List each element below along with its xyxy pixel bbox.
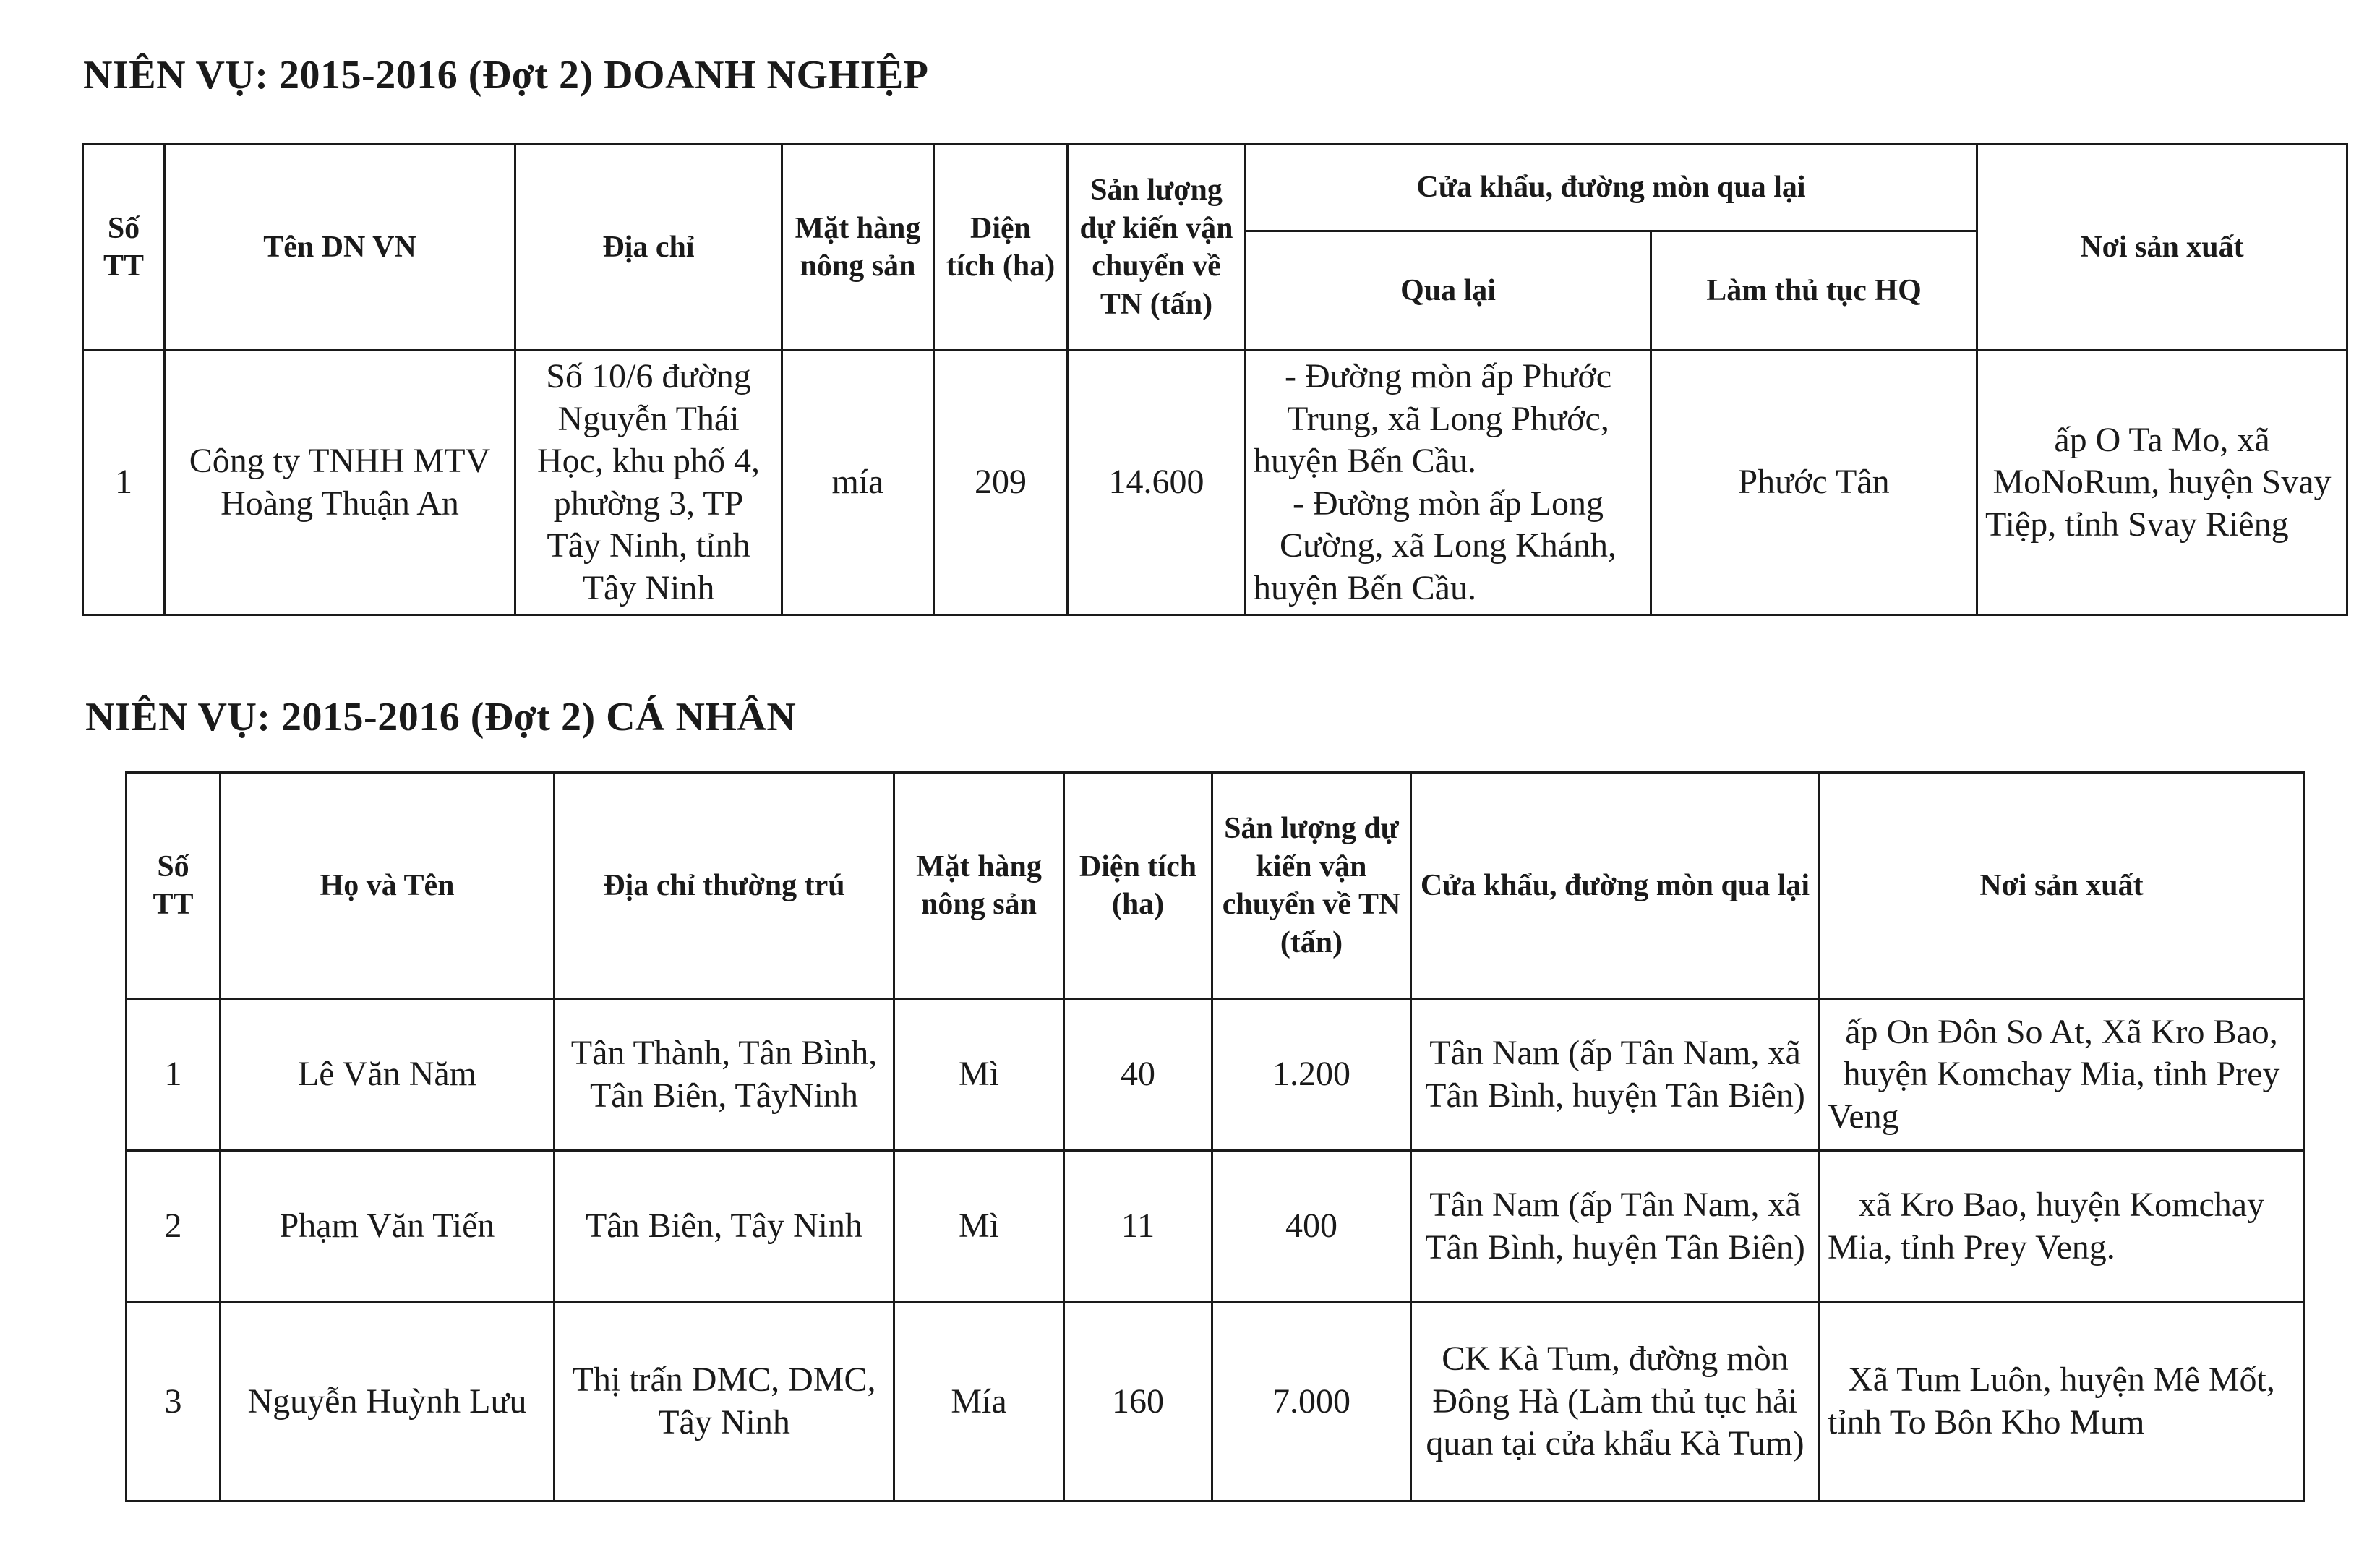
cell-origin: ấp On Đôn So At, Xã Kro Bao, huyện Komchay Mia, tỉnh Prey Veng: [1820, 999, 2304, 1151]
header-border: Cửa khẩu, đường mòn qua lại: [1411, 773, 1820, 999]
cell-address: Số 10/6 đường Nguyễn Thái Học, khu phố 4, phường 3, TP Tây Ninh, tỉnh Tây Ninh: [515, 351, 782, 615]
header-area: Diện tích (ha): [1064, 773, 1212, 999]
header-customs: Làm thủ tục HQ: [1651, 231, 1977, 351]
header-volume: Sản lượng dự kiến vận chuyển về TN (tấn): [1212, 773, 1411, 999]
cell-border: Tân Nam (ấp Tân Nam, xã Tân Bình, huyện Tân Biên): [1411, 999, 1820, 1151]
table-row: [127, 1303, 2304, 1501]
cell-origin: Xã Tum Luôn, huyện Mê Mốt, tỉnh To Bôn Kho Mum: [1820, 1303, 2304, 1501]
cell-stt: 1: [127, 999, 221, 1151]
header-border-group: Cửa khẩu, đường mòn qua lại: [1246, 145, 1977, 231]
cell-full-name: Lê Văn Năm: [221, 999, 555, 1151]
cell-area: 160: [1064, 1303, 1212, 1501]
section-title-individual: NIÊN VỤ: 2015-2016 (Đợt 2) CÁ NHÂN: [85, 695, 797, 740]
crossing-line-2: - Đường mòn ấp Long Cường, xã Long Khánh, huyện Bến Cầu.: [1254, 484, 1617, 607]
cell-crossing: [1246, 351, 1651, 615]
cell-company-name: Công ty TNHH MTV Hoàng Thuận An: [165, 351, 515, 615]
header-crossing: Qua lại: [1246, 231, 1651, 351]
cell-volume: 14.600: [1068, 351, 1246, 615]
cell-address: Tân Thành, Tân Bình, Tân Biên, TâyNinh: [555, 999, 894, 1151]
cell-stt: 2: [127, 1151, 221, 1303]
cell-stt: 3: [127, 1303, 221, 1501]
cell-product: Mì: [894, 1151, 1064, 1303]
cell-product: Mì: [894, 999, 1064, 1151]
table-row: [83, 351, 2347, 615]
cell-origin: ấp O Ta Mo, xã MoNoRum, huyện Svay Tiệp, tỉnh Svay Riêng: [1977, 351, 2347, 615]
header-full-name: Họ và Tên: [221, 773, 555, 999]
header-company-name: Tên DN VN: [165, 145, 515, 351]
header-product: Mặt hàng nông sản: [782, 145, 934, 351]
table-row: [127, 1151, 2304, 1303]
enterprise-table: [82, 143, 2348, 616]
individual-table: [125, 771, 2305, 1502]
cell-volume: 7.000: [1212, 1303, 1411, 1501]
header-address: Địa chỉ thường trú: [555, 773, 894, 999]
header-product: Mặt hàng nông sản: [894, 773, 1064, 999]
header-origin: Nơi sản xuất: [1977, 145, 2347, 351]
header-stt: Số TT: [127, 773, 221, 999]
cell-full-name: Phạm Văn Tiến: [221, 1151, 555, 1303]
cell-product: Mía: [894, 1303, 1064, 1501]
cell-border: CK Kà Tum, đường mòn Đông Hà (Làm thủ tục hải quan tại cửa khẩu Kà Tum): [1411, 1303, 1820, 1501]
header-area: Diện tích (ha): [934, 145, 1068, 351]
header-stt: Số TT: [83, 145, 165, 351]
cell-full-name: Nguyễn Huỳnh Lưu: [221, 1303, 555, 1501]
cell-border: Tân Nam (ấp Tân Nam, xã Tân Bình, huyện Tân Biên): [1411, 1151, 1820, 1303]
cell-area: 40: [1064, 999, 1212, 1151]
cell-volume: 1.200: [1212, 999, 1411, 1151]
table-row: [127, 999, 2304, 1151]
cell-product: mía: [782, 351, 934, 615]
header-volume: Sản lượng dự kiến vận chuyển về TN (tấn): [1068, 145, 1246, 351]
cell-address: Thị trấn DMC, DMC, Tây Ninh: [555, 1303, 894, 1501]
cell-area: 11: [1064, 1151, 1212, 1303]
header-address: Địa chỉ: [515, 145, 782, 351]
cell-customs: Phước Tân: [1651, 351, 1977, 615]
cell-origin: xã Kro Bao, huyện Komchay Mia, tỉnh Prey Veng.: [1820, 1151, 2304, 1303]
cell-area: 209: [934, 351, 1068, 615]
section-title-enterprise: NIÊN VỤ: 2015-2016 (Đợt 2) DOANH NGHIỆP: [83, 53, 929, 98]
crossing-line-1: - Đường mòn ấp Phước Trung, xã Long Phước, huyện Bến Cầu.: [1254, 357, 1612, 481]
cell-stt: 1: [83, 351, 165, 615]
header-origin: Nơi sản xuất: [1820, 773, 2304, 999]
cell-volume: 400: [1212, 1151, 1411, 1303]
cell-address: Tân Biên, Tây Ninh: [555, 1151, 894, 1303]
